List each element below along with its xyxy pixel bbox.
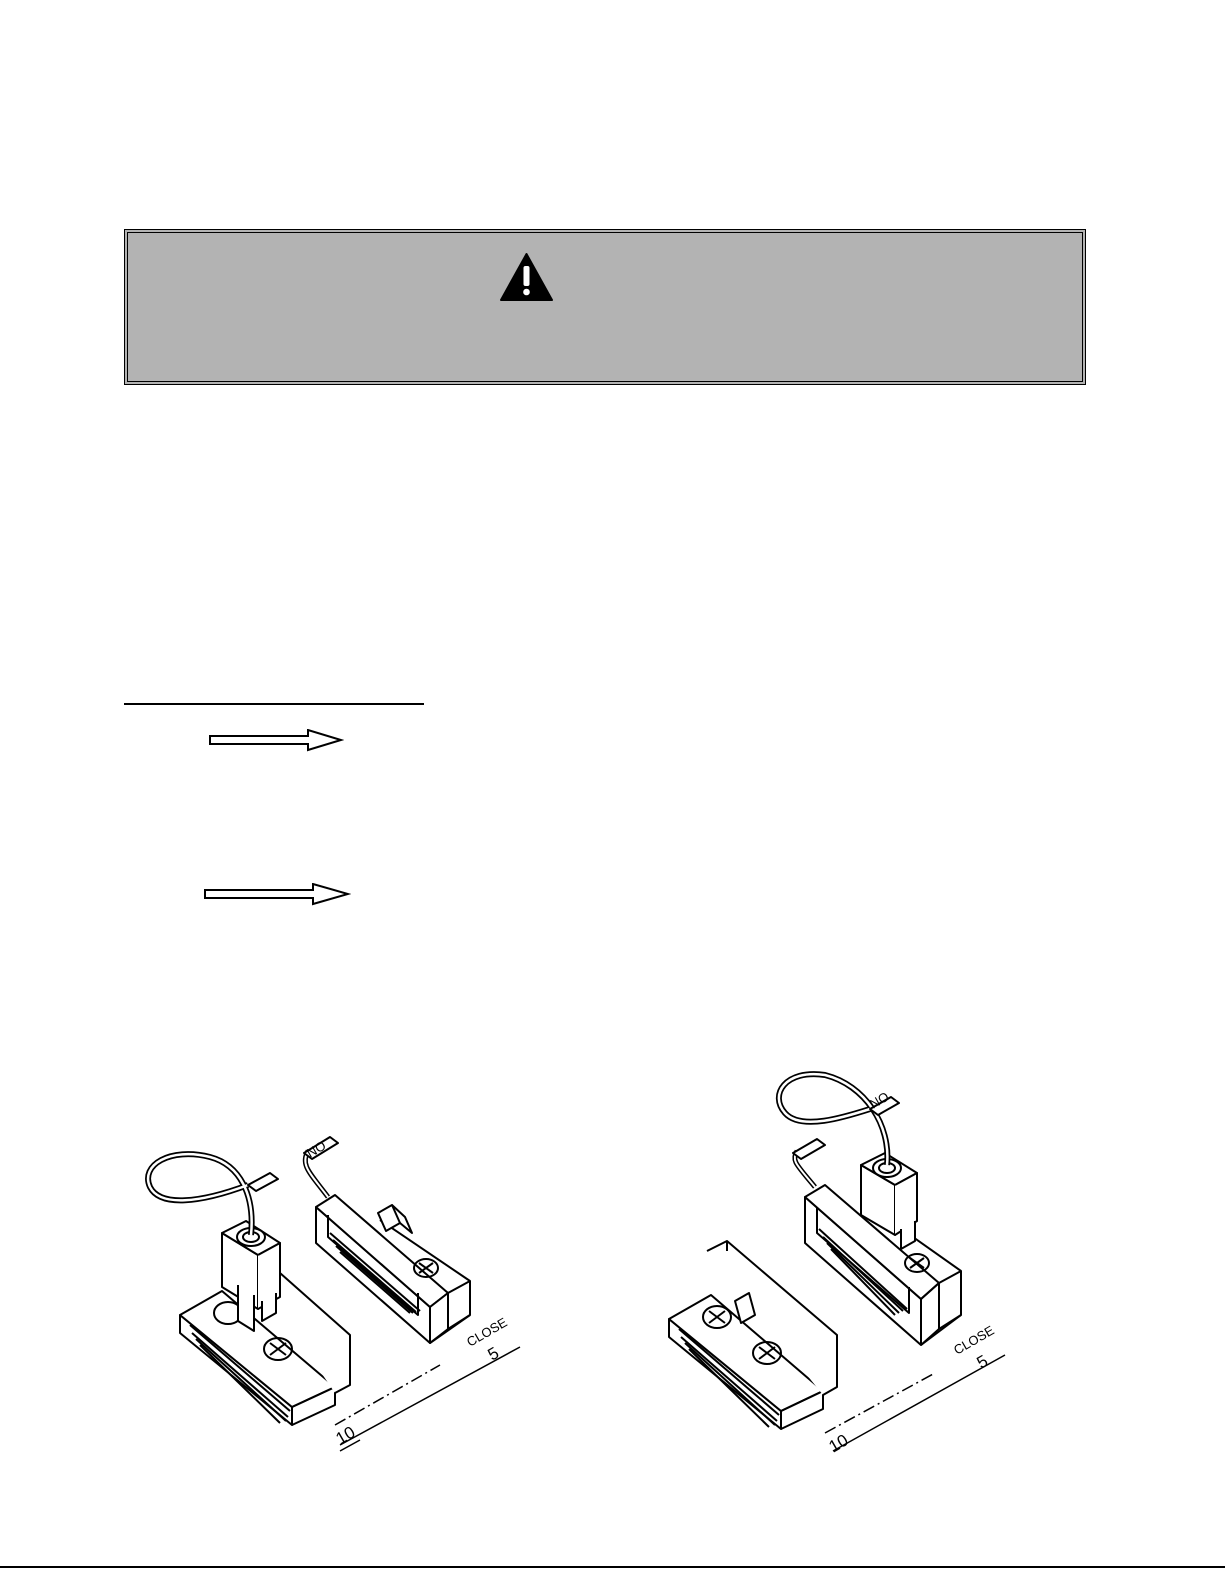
tag-label: NO [867,1088,892,1112]
warning-triangle-icon [498,251,555,303]
right-arrow-icon [203,883,351,907]
lock-label: CLOSE [464,1314,510,1350]
footer-rule [0,1566,1225,1568]
scale-label-10: 10 [825,1430,852,1457]
scale-label-5: 5 [484,1343,503,1365]
breaker-block-front [669,1241,837,1429]
scale-label-5: 5 [973,1351,992,1373]
lock-label: CLOSE [951,1322,997,1358]
section-underline [124,703,424,705]
lockout-figure-installed [130,1125,530,1460]
lockout-figure-removed [665,1065,1065,1460]
warning-banner [124,229,1086,385]
scale-label-10: 10 [332,1422,359,1449]
right-arrow-icon [208,729,344,753]
tag-label: NO [304,1137,329,1161]
breaker-block-back [316,1195,470,1343]
